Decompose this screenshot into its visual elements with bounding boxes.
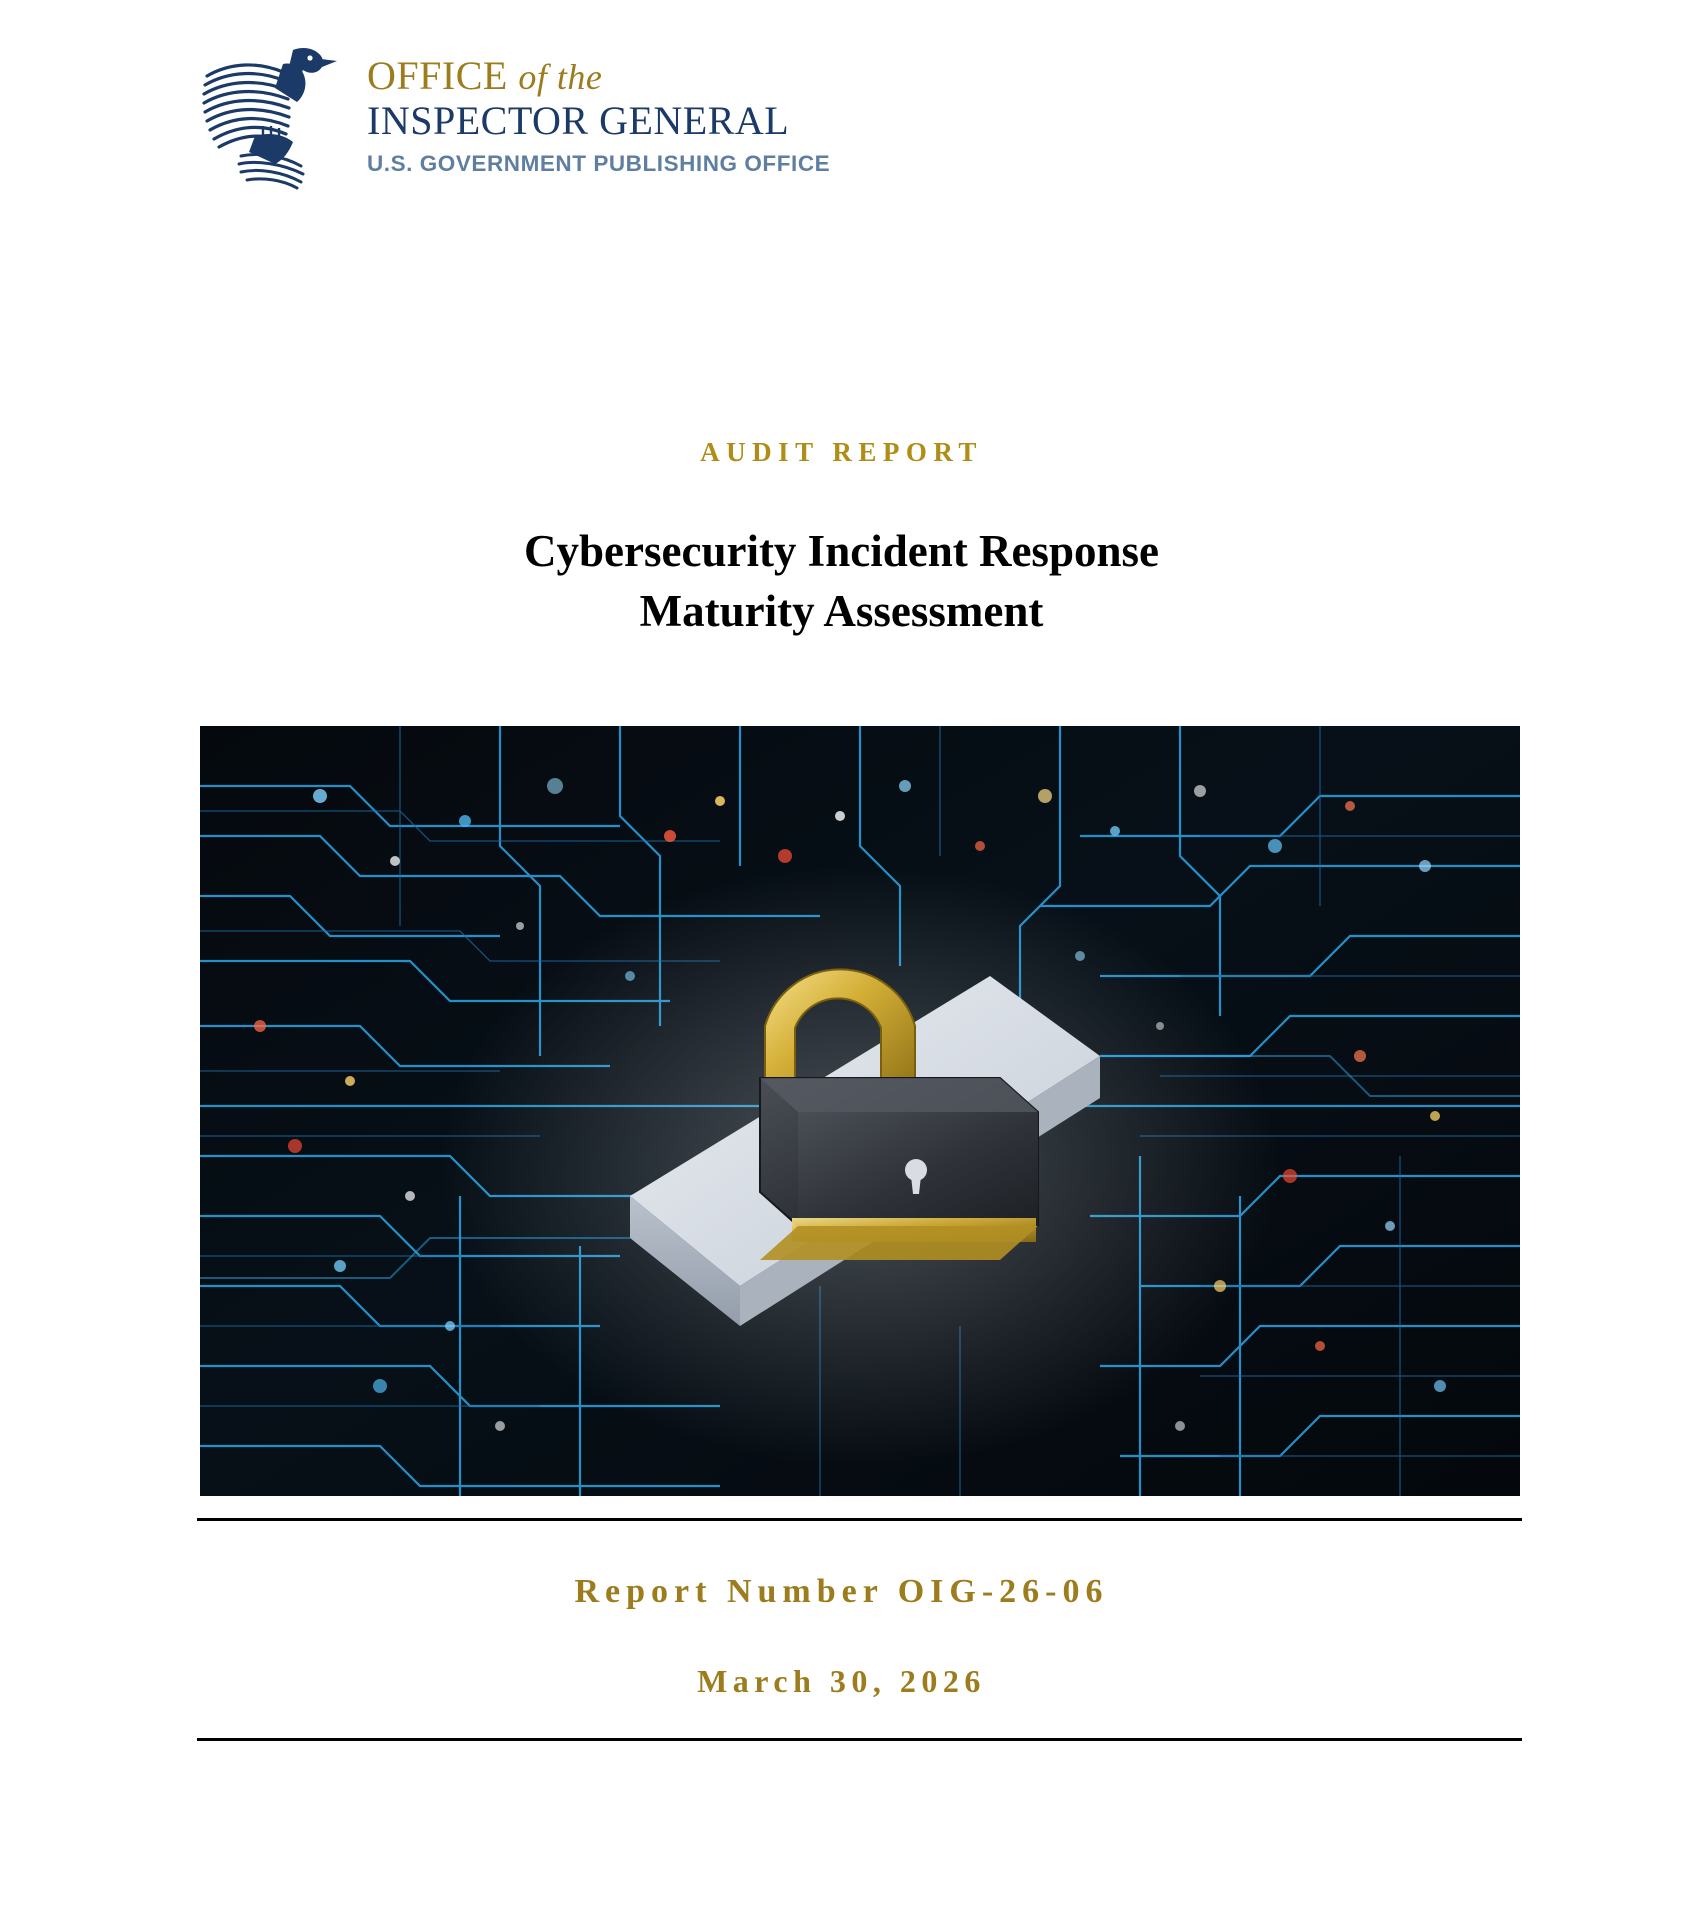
report-type-label: AUDIT REPORT — [700, 437, 983, 467]
report-number: Report Number OIG-26-06 — [574, 1573, 1109, 1610]
masthead-of-the-word: of the — [518, 57, 603, 97]
cover-image — [200, 726, 1520, 1496]
page-title-line-2: Maturity Assessment — [639, 585, 1044, 636]
oig-masthead — [197, 40, 830, 192]
masthead-wordmark — [367, 40, 830, 177]
masthead-line-office — [367, 54, 830, 97]
page-title — [0, 522, 1683, 642]
divider-top — [197, 1518, 1522, 1521]
masthead-office-word: OFFICE — [367, 53, 508, 98]
masthead-line-inspector-general: INSPECTOR GENERAL — [367, 98, 790, 144]
report-date: March 30, 2026 — [697, 1663, 986, 1699]
masthead-line-agency: U.S. GOVERNMENT PUBLISHING OFFICE — [367, 150, 831, 176]
divider-bottom — [197, 1738, 1522, 1741]
page-title-line-1: Cybersecurity Incident Response — [524, 526, 1159, 576]
eagle-seal-icon — [197, 40, 345, 192]
